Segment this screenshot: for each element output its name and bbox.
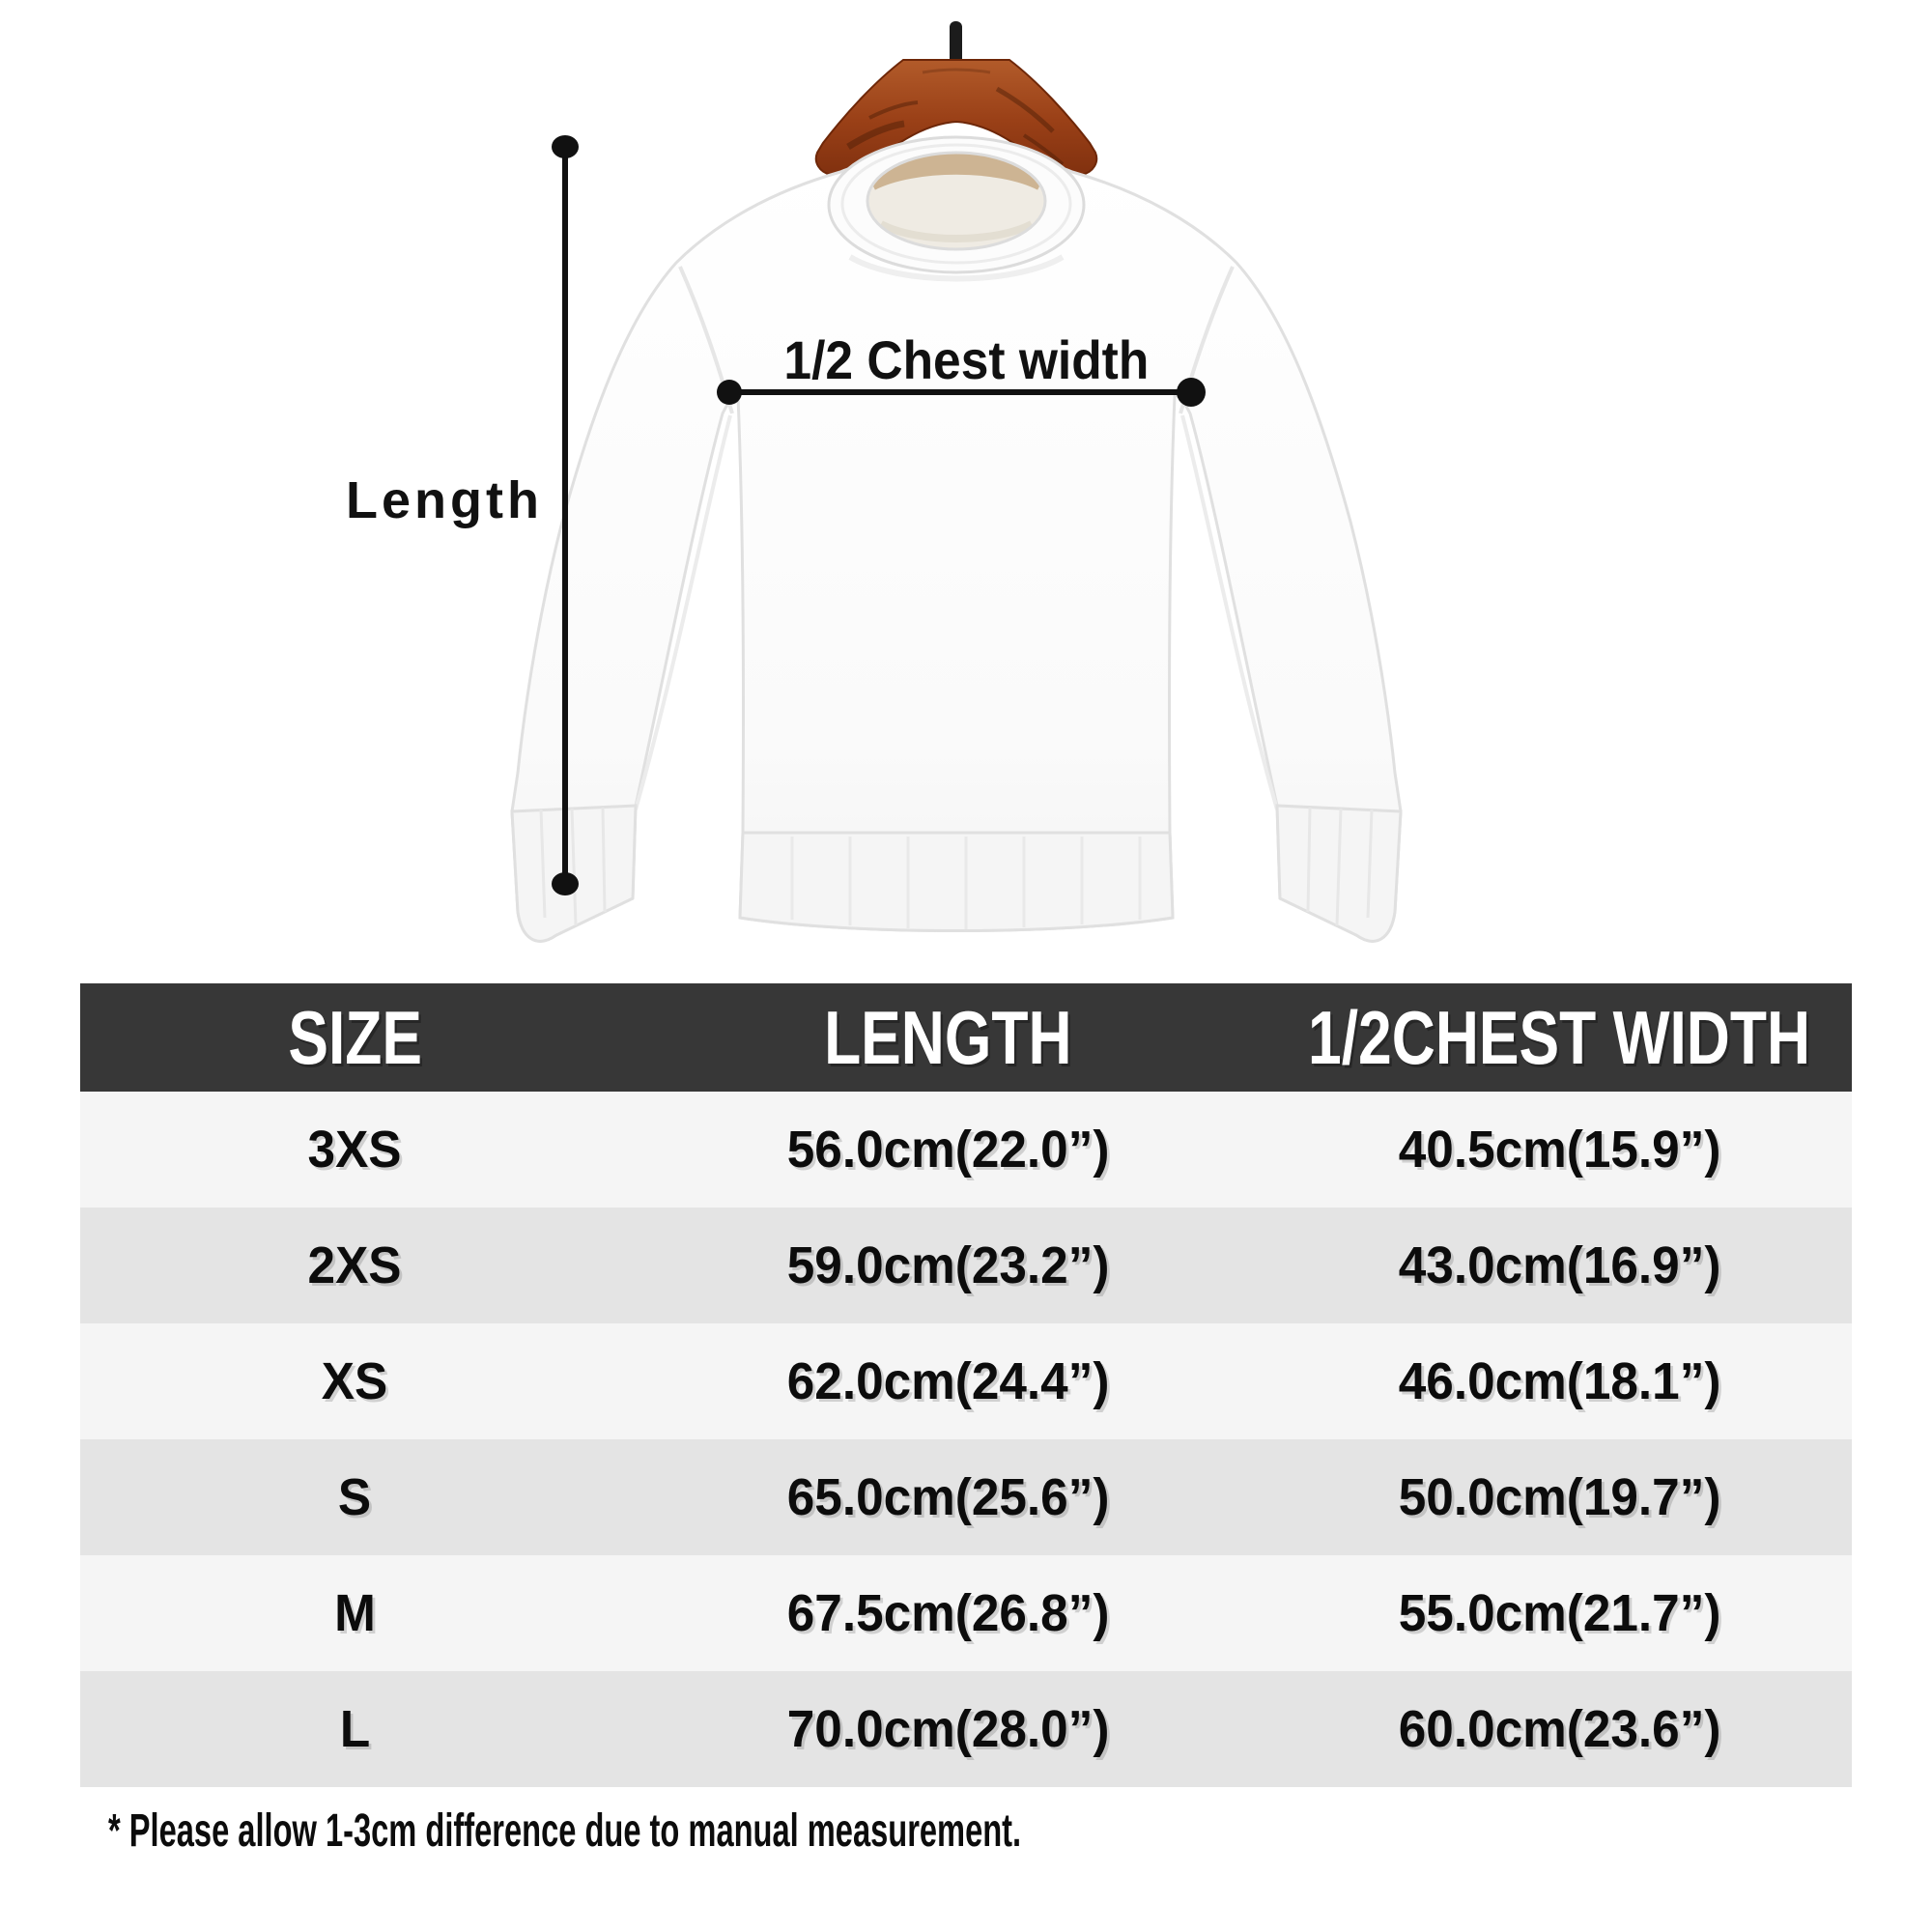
size-table <box>80 983 1852 1787</box>
chest-value: 50.0cm(19.7”) <box>1398 1468 1721 1526</box>
chest-measure-label <box>734 328 1198 391</box>
size-table-body <box>80 1092 1852 1787</box>
table-row-m <box>80 1555 1852 1671</box>
header-cell-chest: 1/2CHEST WIDTH <box>1308 994 1811 1080</box>
length-value: 70.0cm(28.0”) <box>786 1700 1110 1758</box>
measure-endpoint-dot <box>552 872 579 895</box>
chest-value: 55.0cm(21.7”) <box>1398 1584 1721 1642</box>
table-row-s <box>80 1439 1852 1555</box>
length-value: 56.0cm(22.0”) <box>786 1121 1110 1179</box>
right-cuff <box>1277 806 1401 941</box>
header-cell-length: LENGTH <box>824 994 1072 1080</box>
table-row-xs <box>80 1323 1852 1439</box>
size-value: L <box>339 1700 370 1758</box>
table-row-l <box>80 1671 1852 1787</box>
length-measure-line <box>562 147 568 884</box>
table-row-2xs <box>80 1208 1852 1323</box>
measure-endpoint-dot <box>552 135 579 158</box>
size-value: 2XS <box>307 1236 402 1294</box>
chest-value: 60.0cm(23.6”) <box>1398 1700 1721 1758</box>
size-value: 3XS <box>307 1121 402 1179</box>
length-measure-label: Length <box>346 471 543 529</box>
measurement-disclaimer: * Please allow 1-3cm difference due to manual measurement. <box>108 1805 1022 1857</box>
length-value: 67.5cm(26.8”) <box>786 1584 1110 1642</box>
chest-value: 43.0cm(16.9”) <box>1398 1236 1721 1294</box>
length-value: 65.0cm(25.6”) <box>786 1468 1110 1526</box>
chest-value: 40.5cm(15.9”) <box>1398 1121 1721 1179</box>
length-value: 59.0cm(23.2”) <box>786 1236 1110 1294</box>
size-value: M <box>333 1584 376 1642</box>
left-cuff <box>512 806 636 941</box>
size-value: XS <box>322 1352 388 1410</box>
chest-measure-label-text: 1/2 Chest width <box>783 329 1149 390</box>
table-row-3xs <box>80 1092 1852 1208</box>
header-cell-size: SIZE <box>287 994 422 1080</box>
size-value: S <box>338 1468 372 1526</box>
chest-value: 46.0cm(18.1”) <box>1398 1352 1721 1410</box>
size-table-header <box>80 983 1852 1092</box>
length-value: 62.0cm(24.4”) <box>786 1352 1110 1410</box>
hem-band <box>740 833 1173 931</box>
